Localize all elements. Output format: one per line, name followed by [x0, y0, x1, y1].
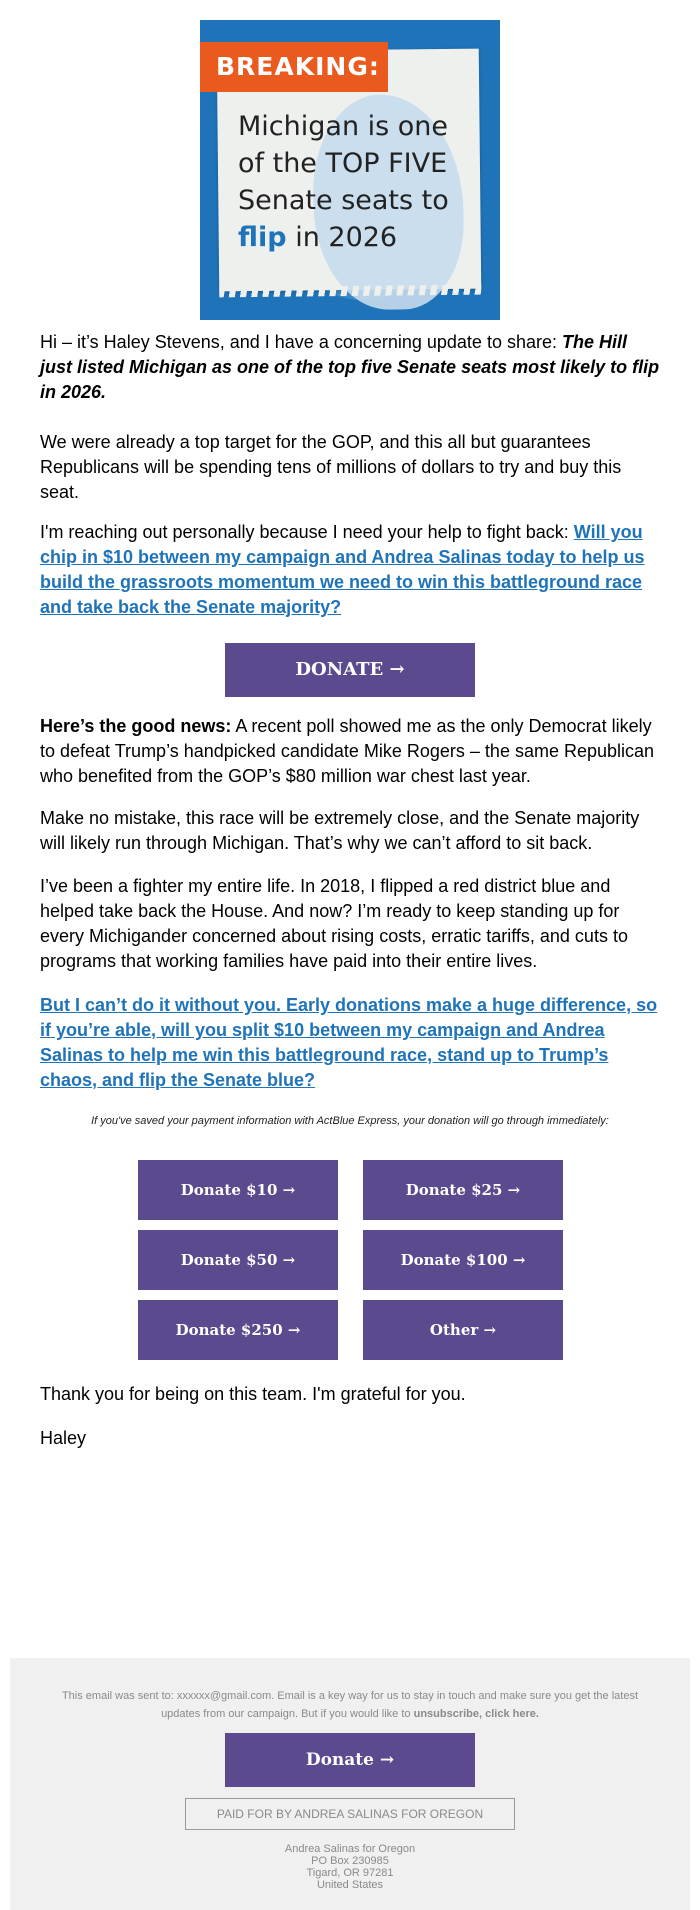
- hero-line-3: Senate seats to: [238, 185, 449, 216]
- donate-25-button[interactable]: Donate $25 →: [363, 1160, 563, 1220]
- hero-flip-word: flip: [238, 222, 287, 253]
- breaking-badge: BREAKING:: [200, 42, 388, 92]
- address-line-4: United States: [316, 1879, 384, 1891]
- ask-donate-link[interactable]: Will you chip in $10 between my campaign and Andrea Salinas today to help us build the grassroots momentum we need to win this battleground race and take back the Senate majority?: [40, 522, 645, 617]
- good-news-lead: Here’s the good news:: [40, 716, 232, 736]
- donate-button[interactable]: DONATE →: [225, 643, 475, 697]
- paragraph-good-news: [40, 714, 660, 789]
- hero-line-4-end: in 2026: [286, 222, 398, 253]
- address-line-3: Tigard, OR 97281: [306, 1867, 394, 1879]
- address-line-2: PO Box 230985: [311, 1855, 389, 1867]
- intro-text: Hi – it’s Haley Stevens, and I have a concerning update to share:: [40, 332, 562, 352]
- paragraph-close-race: Make no mistake, this race will be extremely close, and the Senate majority will likely run through Michigan. That’s why we can’t afford to sit back.: [40, 808, 640, 853]
- thanks-text: Thank you for being on this team. I'm grateful for you.: [40, 1384, 466, 1404]
- footer: [10, 1658, 690, 1910]
- donate-10-button[interactable]: Donate $10 →: [138, 1160, 338, 1220]
- address-line-1: Andrea Salinas for Oregon: [284, 1843, 416, 1855]
- unsubscribe-link[interactable]: unsubscribe, click here.: [413, 1708, 539, 1720]
- intro-paragraph: [40, 330, 660, 405]
- paragraph-fighter: I’ve been a fighter my entire life. In 2018, I flipped a red district blue and helped take back the House. And now? I’m ready to keep standing up for every Michigander concerned about rising costs, erratic tariffs, and cuts to programs that working families have paid into their entire lives.: [40, 876, 628, 971]
- donate-250-button[interactable]: Donate $250 →: [138, 1300, 338, 1360]
- hero-line-1: Michigan is one: [238, 111, 449, 142]
- intro-emphasis: The Hill just listed Michigan as one of the top five Senate seats most likely to flip in 2026.: [40, 332, 660, 402]
- split-donate-link[interactable]: But I can’t do it without you. Early donations make a huge difference, so if you’re able, will you split $10 between my campaign and Andrea Salinas to help me win this battleground race, stand up to Trump’s chaos, and flip the Senate blue?: [40, 995, 658, 1090]
- paragraph-split-link-wrap: [40, 993, 660, 1093]
- hero-line-4: [238, 219, 488, 256]
- footer-address: [50, 1843, 650, 1891]
- ask-text: I'm reaching out personally because I need your help to fight back:: [40, 522, 574, 542]
- actblue-express-note: If you've saved your payment information with ActBlue Express, your donation will go through immediately:: [91, 1115, 609, 1127]
- paid-for-disclaimer: PAID FOR BY ANDREA SALINAS FOR OREGON: [185, 1798, 515, 1830]
- donate-100-button[interactable]: Donate $100 →: [363, 1230, 563, 1290]
- paragraph-gop-target: We were already a top target for the GOP, and this all but guarantees Republicans will be spending tens of millions of dollars to try and buy this seat.: [40, 432, 622, 502]
- paragraph-ask: [40, 520, 660, 620]
- hero-line-2: of the TOP FIVE: [238, 148, 448, 179]
- hero-headline: [238, 108, 488, 256]
- signature: Haley: [40, 1428, 87, 1448]
- good-news-text: A recent poll showed me as the only Democrat likely to defeat Trump’s handpicked candidate Mike Rogers – the same Republican who benefited from the GOP’s $80 million war chest last year.: [40, 716, 655, 786]
- footer-donate-button[interactable]: Donate →: [225, 1733, 475, 1787]
- footer-message: [50, 1687, 650, 1723]
- donate-50-button[interactable]: Donate $50 →: [138, 1230, 338, 1290]
- footer-sent-to: This email was sent to: xxxxxx@gmail.com. Email is a key way for us to stay in touch and make sure you get the latest updates from our campaign. But if you would like to: [61, 1690, 639, 1720]
- hero-image: [200, 20, 500, 320]
- donate-other-button[interactable]: Other →: [363, 1300, 563, 1360]
